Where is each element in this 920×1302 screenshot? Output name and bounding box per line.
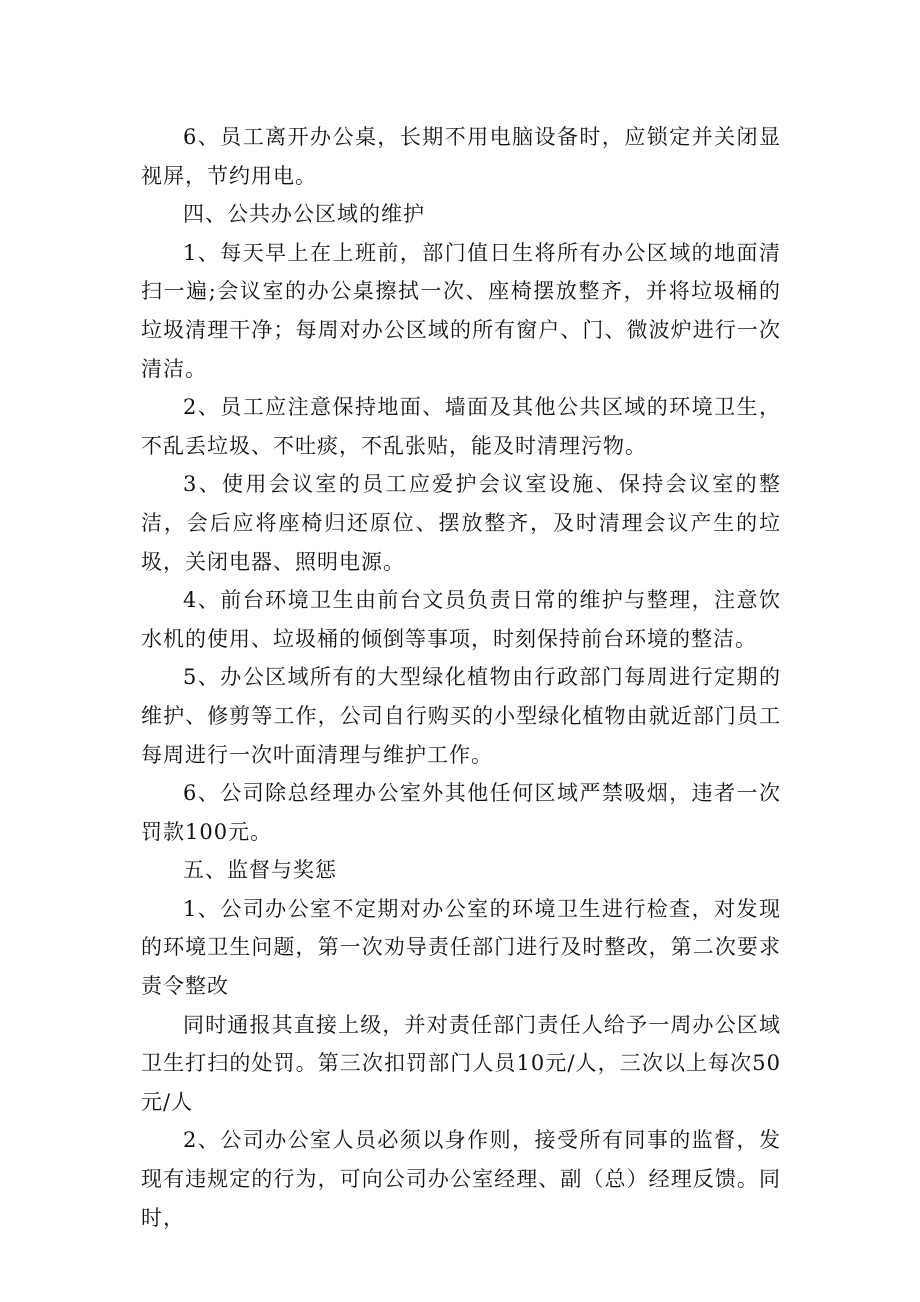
paragraph-item-5-plants: 5、办公区域所有的大型绿化植物由行政部门每周进行定期的维护、修剪等工作，公司自行购买的小型绿化植物由就近部门员工每周进行一次叶面清理与维护工作。 (141, 665, 781, 767)
paragraph-item-1-inspection: 1、公司办公室不定期对办公室的环境卫生进行检查，对发现的环境卫生问题，第一次劝导责任部门进行及时整改，第二次要求责令整改 (141, 896, 781, 999)
paragraph-item-6-power-saving: 6、员工离开办公桌，长期不用电脑设备时，应锁定并关闭显视屏，节约用电。 (141, 125, 781, 188)
paragraph-item-3-meeting-room: 3、使用会议室的员工应爱护会议室设施、保持会议室的整洁，会后应将座椅归还原位、摆放整齐，及时清理会议产生的垃圾，关闭电器、照明电源。 (141, 472, 781, 574)
section-heading-5: 五、监督与奖惩 (183, 858, 337, 883)
paragraph-item-4-front-desk: 4、前台环境卫生由前台文员负责日常的维护与整理，注意饮水机的使用、垃圾桶的倾倒等事项，时刻保持前台环境的整洁。 (141, 588, 781, 651)
section-heading-4: 四、公共办公区域的维护 (183, 202, 425, 227)
paragraph-item-1-daily-cleaning: 1、每天早上在上班前，部门值日生将所有办公区域的地面清扫一遍;会议室的办公桌擦拭一次、座椅摆放整齐，并将垃圾桶的垃圾清理干净；每周对办公区域的所有窗户、门、微波炉进行一次清洁。 (141, 240, 781, 381)
document-body (141, 118, 781, 1237)
paragraph-item-2-supervision: 2、公司办公室人员必须以身作则，接受所有同事的监督，发现有违规定的行为，可向公司办公室经理、副（总）经理反馈。同时， (141, 1128, 781, 1230)
paragraph-item-2-hygiene: 2、员工应注意保持地面、墙面及其他公共区域的环境卫生，不乱丢垃圾、不吐痰，不乱张贴，能及时清理污物。 (141, 395, 781, 458)
paragraph-penalty-continuation: 同时通报其直接上级，并对责任部门责任人给予一周办公区域卫生打扫的处罚。第三次扣罚部门人员10元/人，三次以上每次50元/人 (141, 1012, 781, 1114)
paragraph-item-6-no-smoking: 6、公司除总经理办公室外其他任何区域严禁吸烟，违者一次罚款100元。 (141, 781, 781, 844)
